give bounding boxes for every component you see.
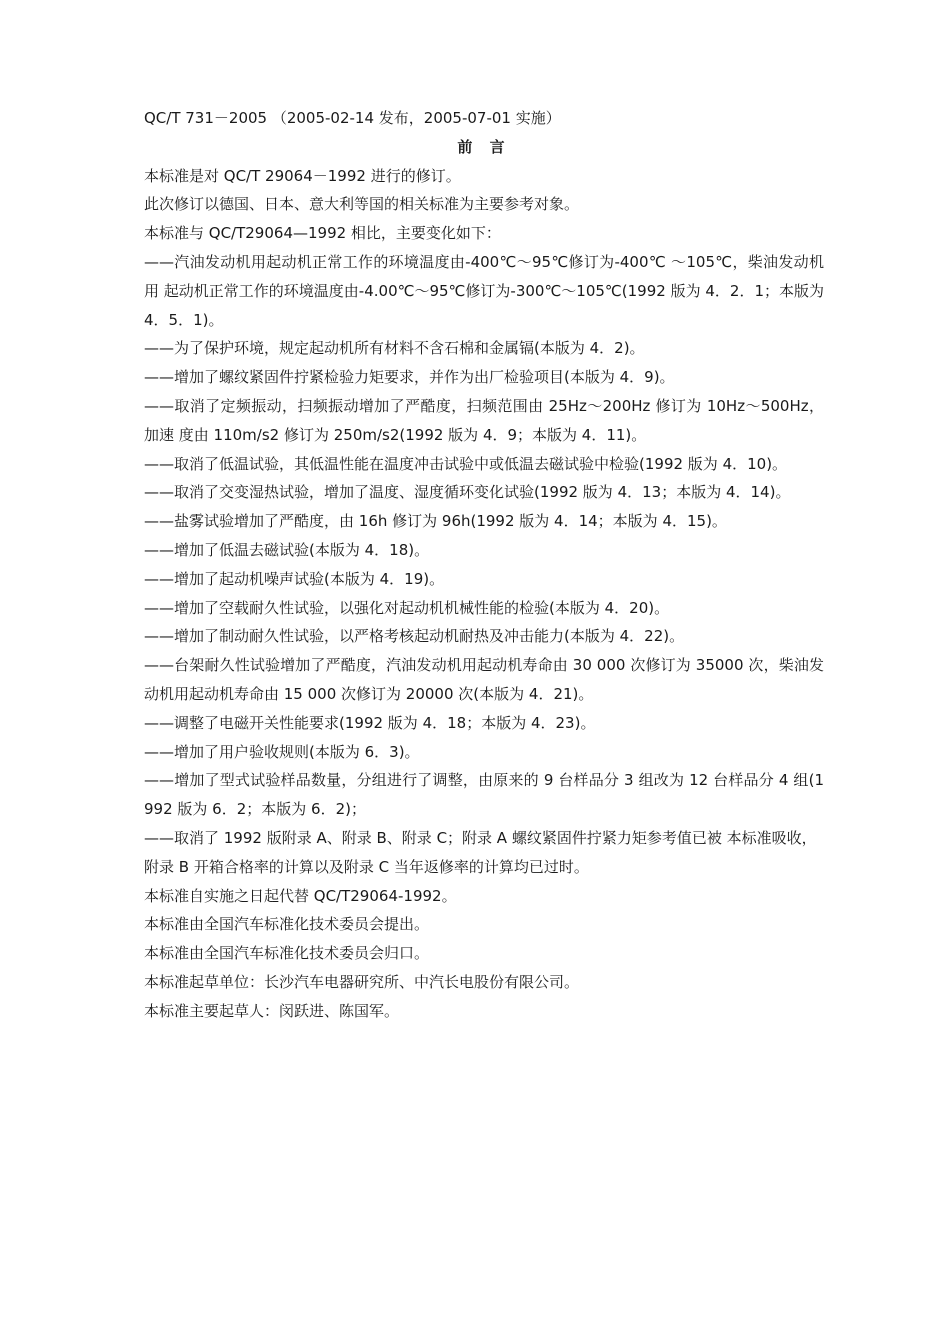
change-item: ——取消了定频振动，扫频振动增加了严酷度，扫频范围由 25Hz～200Hz 修订为 10Hz～500Hz，加速 度由 110m/s2 修订为 250m/s2(1992 版为 4．9；本版为 4．11)。 [144, 396, 824, 444]
paragraph: 本标准由全国汽车标准化技术委员会归口。 [144, 944, 430, 963]
paragraph: 本标准与 QC/T29064—1992 相比，主要变化如下： [144, 224, 501, 243]
change-item: ——台架耐久性试验增加了严酷度，汽油发动机用起动机寿命由 30 000 次修订为 35000 次，柴油发动机用起动机寿命由 15 000 次修订为 20000 次(本版为 4．21)。 [144, 656, 824, 703]
paragraph: 本标准自实施之日起代替 QC/T29064-1992。 [144, 886, 457, 905]
change-item: ——增加了起动机噪声试验(本版为 4．19)。 [144, 569, 445, 588]
paragraph: 本标准起草单位：长沙汽车电器研究所、中汽长电股份有限公司。 [144, 972, 580, 991]
change-item: ——取消了 1992 版附录 A、附录 B、附录 C；附录 A 螺纹紧固件拧紧力矩参考值已被 本标准吸收， [144, 828, 817, 847]
paragraph: 本标准由全国汽车标准化技术委员会提出。 [144, 915, 430, 934]
standard-header: QC/T 731－2005 （2005-02-14 发布，2005-07-01 实施） [144, 109, 561, 127]
change-item: ——汽油发动机用起动机正常工作的环境温度由-400℃～95℃修订为-400℃ ～105℃，柴油发动机用 起动机正常工作的环境温度由-4.00℃～95℃修订为-300℃～105℃(1992 版为 4．2．1；本版为 4．5．1)。 [144, 252, 829, 329]
change-item: ——取消了低温试验，其低温性能在温度冲击试验中或低温去磁试验中检验(1992 版为 4．10)。 [144, 454, 788, 473]
section-title: 前 言 [457, 137, 511, 156]
paragraph: 附录 B 开箱合格率的计算以及附录 C 当年返修率的计算均已过时。 [144, 857, 589, 876]
paragraph: 本标准是对 QC/T 29064－1992 进行的修订。 [144, 166, 461, 185]
change-item: ——为了保护环境，规定起动机所有材料不含石棉和金属镉(本版为 4．2)。 [144, 339, 645, 358]
change-item: ——增加了低温去磁试验(本版为 4．18)。 [144, 540, 430, 559]
paragraph: 本标准主要起草人：闵跃进、陈国军。 [144, 1001, 400, 1020]
change-item: ——增加了螺纹紧固件拧紧检验力矩要求，并作为出厂检验项目(本版为 4．9)。 [144, 368, 675, 387]
change-item: ——盐雾试验增加了严酷度，由 16h 修订为 96h(1992 版为 4．14；本版为 4．15)。 [144, 512, 727, 531]
change-item: ——取消了交变湿热试验，增加了温度、湿度循环变化试验(1992 版为 4．13；本版为 4．14)。 [144, 483, 791, 502]
change-item: ——增加了用户验收规则(本版为 6．3)。 [144, 742, 420, 761]
change-item: ——增加了制动耐久性试验，以严格考核起动机耐热及冲击能力(本版为 4．22)。 [144, 627, 685, 646]
change-item: ——调整了电磁开关性能要求(1992 版为 4．18；本版为 4．23)。 [144, 713, 596, 732]
change-item: ——增加了空载耐久性试验，以强化对起动机机械性能的检验(本版为 4．20)。 [144, 598, 670, 617]
change-item: ——增加了型式试验样品数量，分组进行了调整，由原来的 9 台样品分 3 组改为 12 台样品分 4 组(1992 版为 6．2；本版为 6．2)； [144, 771, 824, 819]
paragraph: 此次修订以德国、日本、意大利等国的相关标准为主要参考对象。 [144, 195, 580, 214]
document-body [144, 104, 829, 1026]
